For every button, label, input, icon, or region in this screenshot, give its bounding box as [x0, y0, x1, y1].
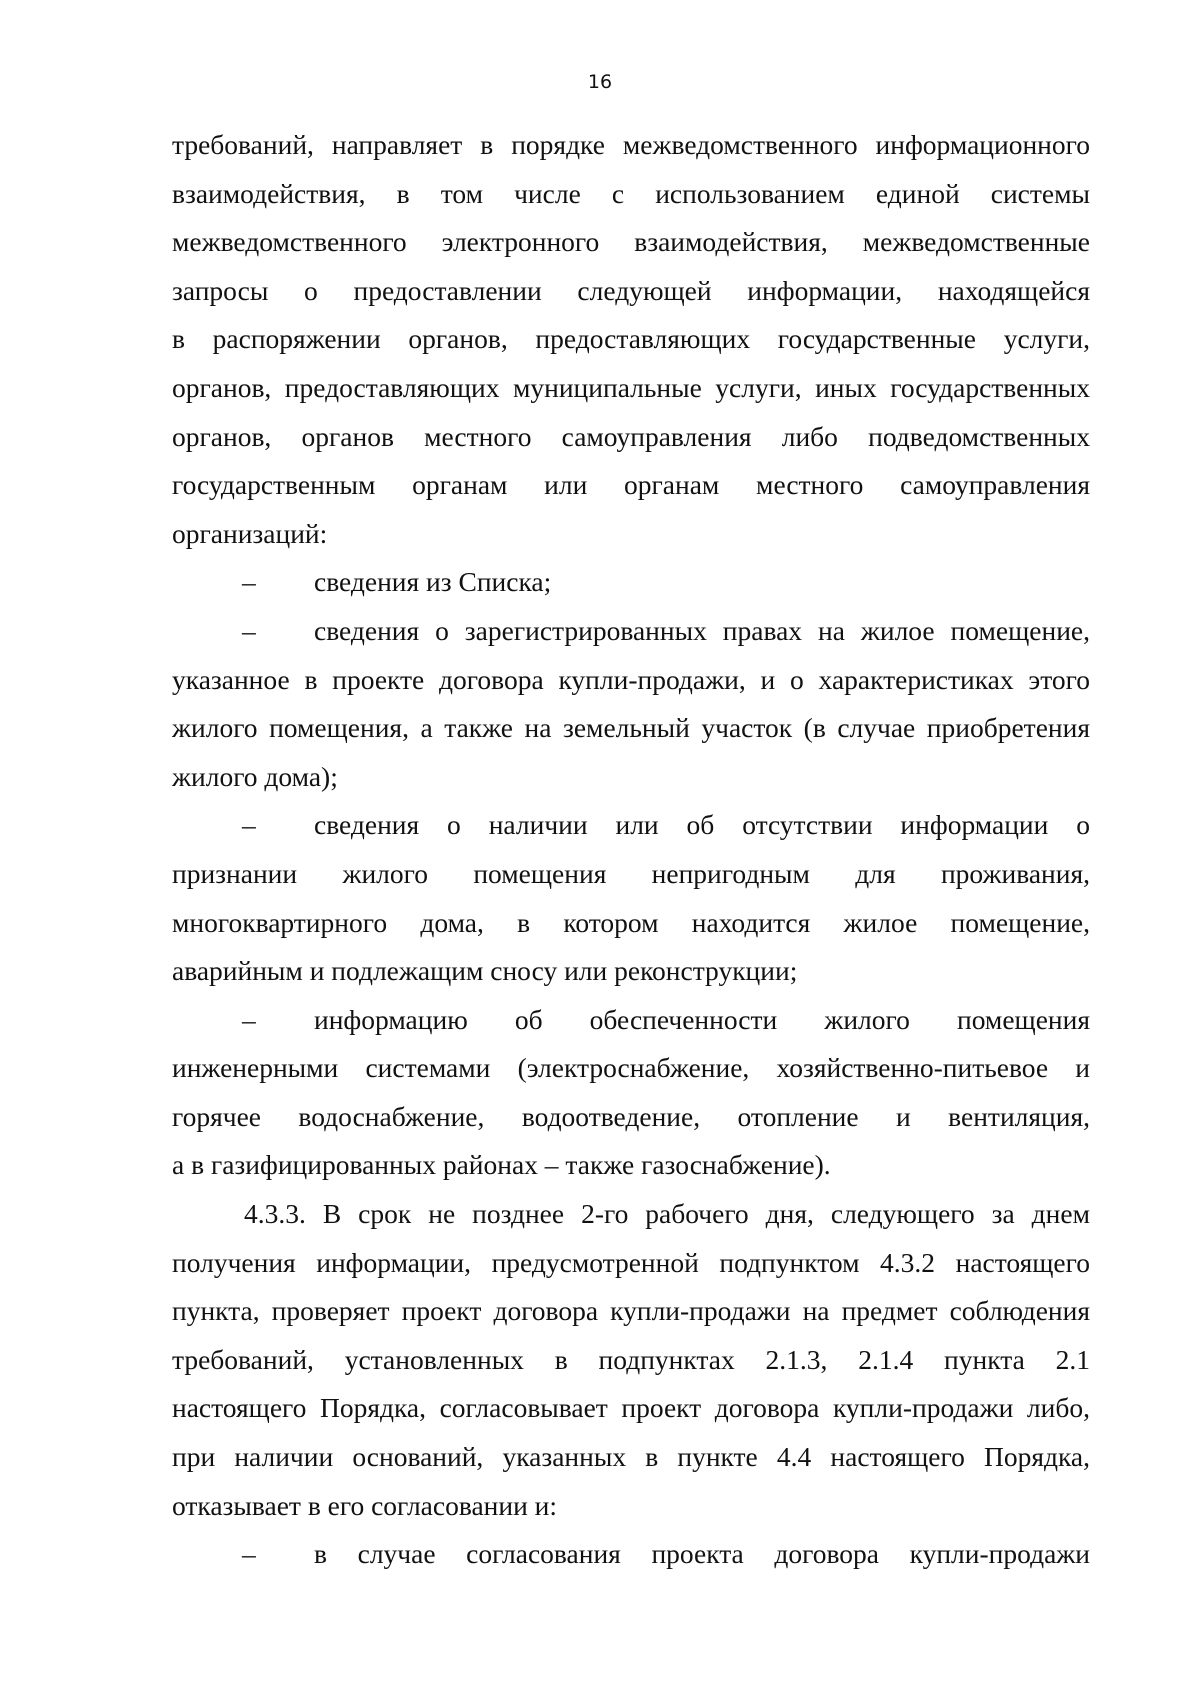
list-dash: –: [242, 809, 256, 841]
text-line: жилого помещения, а также на земельный участок (в случае приобретения: [172, 712, 1090, 744]
list-item-text: сведения о зарегистрированных правах на жилое помещение,: [314, 614, 1090, 646]
list-item-text: в случае согласования проекта договора купли-продажи: [314, 1538, 1090, 1570]
text-line: при наличии оснований, указанных в пункте 4.4 настоящего Порядка,: [172, 1441, 1090, 1473]
text-line: [172, 996, 1090, 1045]
text-line: [172, 607, 1090, 656]
list-item-text: сведения из Списка;: [314, 566, 552, 598]
text-line: признании жилого помещения непригодным для проживания,: [172, 857, 1090, 889]
text-line: указанное в проекте договора купли-продажи, и о характеристиках этого: [172, 663, 1090, 695]
text-line: горячее водоснабжение, водоотведение, отопление и вентиляция,: [172, 1100, 1090, 1132]
text-line: запросы о предоставлении следующей информации, находящейся: [172, 274, 1090, 306]
text-line: многоквартирного дома, в котором находится жилое помещение,: [172, 906, 1090, 938]
text-line: требований, установленных в подпунктах 2.1.3, 2.1.4 пункта 2.1: [172, 1343, 1090, 1375]
text-line: организаций:: [172, 517, 328, 549]
text-line: органов, органов местного самоуправления либо подведомственных: [172, 420, 1090, 452]
list-item-text: сведения о наличии или об отсутствии информации о: [314, 809, 1090, 841]
list-dash: –: [242, 566, 256, 598]
text-line: а в газифицированных районах – также газоснабжение).: [172, 1149, 831, 1181]
text-line: пункта, проверяет проект договора купли-продажи на предмет соблюдения: [172, 1295, 1090, 1327]
page-number: 16: [587, 71, 613, 93]
text-line: настоящего Порядка, согласовывает проект договора купли-продажи либо,: [172, 1392, 1090, 1424]
text-line: отказывает в его согласовании и:: [172, 1489, 558, 1521]
text-line: 4.3.3. В срок не позднее 2-го рабочего дня, следующего за днем: [244, 1198, 1090, 1230]
text-line: получения информации, предусмотренной подпунктом 4.3.2 настоящего: [172, 1246, 1090, 1278]
list-dash: –: [242, 614, 256, 646]
body-text: [172, 121, 1090, 1579]
text-line: межведомственного электронного взаимодействия, межведомственные: [172, 226, 1090, 258]
text-line: [172, 801, 1090, 850]
text-line: жилого дома);: [172, 760, 338, 792]
text-line: органов, предоставляющих муниципальные услуги, иных государственных: [172, 371, 1090, 403]
list-item-text: информацию об обеспеченности жилого помещения: [314, 1003, 1090, 1035]
text-line: взаимодействия, в том числе с использованием единой системы: [172, 177, 1090, 209]
text-line: инженерными системами (электроснабжение, хозяйственно-питьевое и: [172, 1052, 1090, 1084]
text-line: [172, 558, 1090, 607]
list-dash: –: [242, 1003, 256, 1035]
text-line: [172, 1530, 1090, 1579]
text-line: государственным органам или органам местного самоуправления: [172, 469, 1090, 501]
text-line: в распоряжении органов, предоставляющих государственные услуги,: [172, 323, 1090, 355]
text-line: аварийным и подлежащим сносу или реконструкции;: [172, 955, 798, 987]
text-line: требований, направляет в порядке межведомственного информационного: [172, 129, 1090, 160]
list-dash: –: [242, 1538, 256, 1570]
